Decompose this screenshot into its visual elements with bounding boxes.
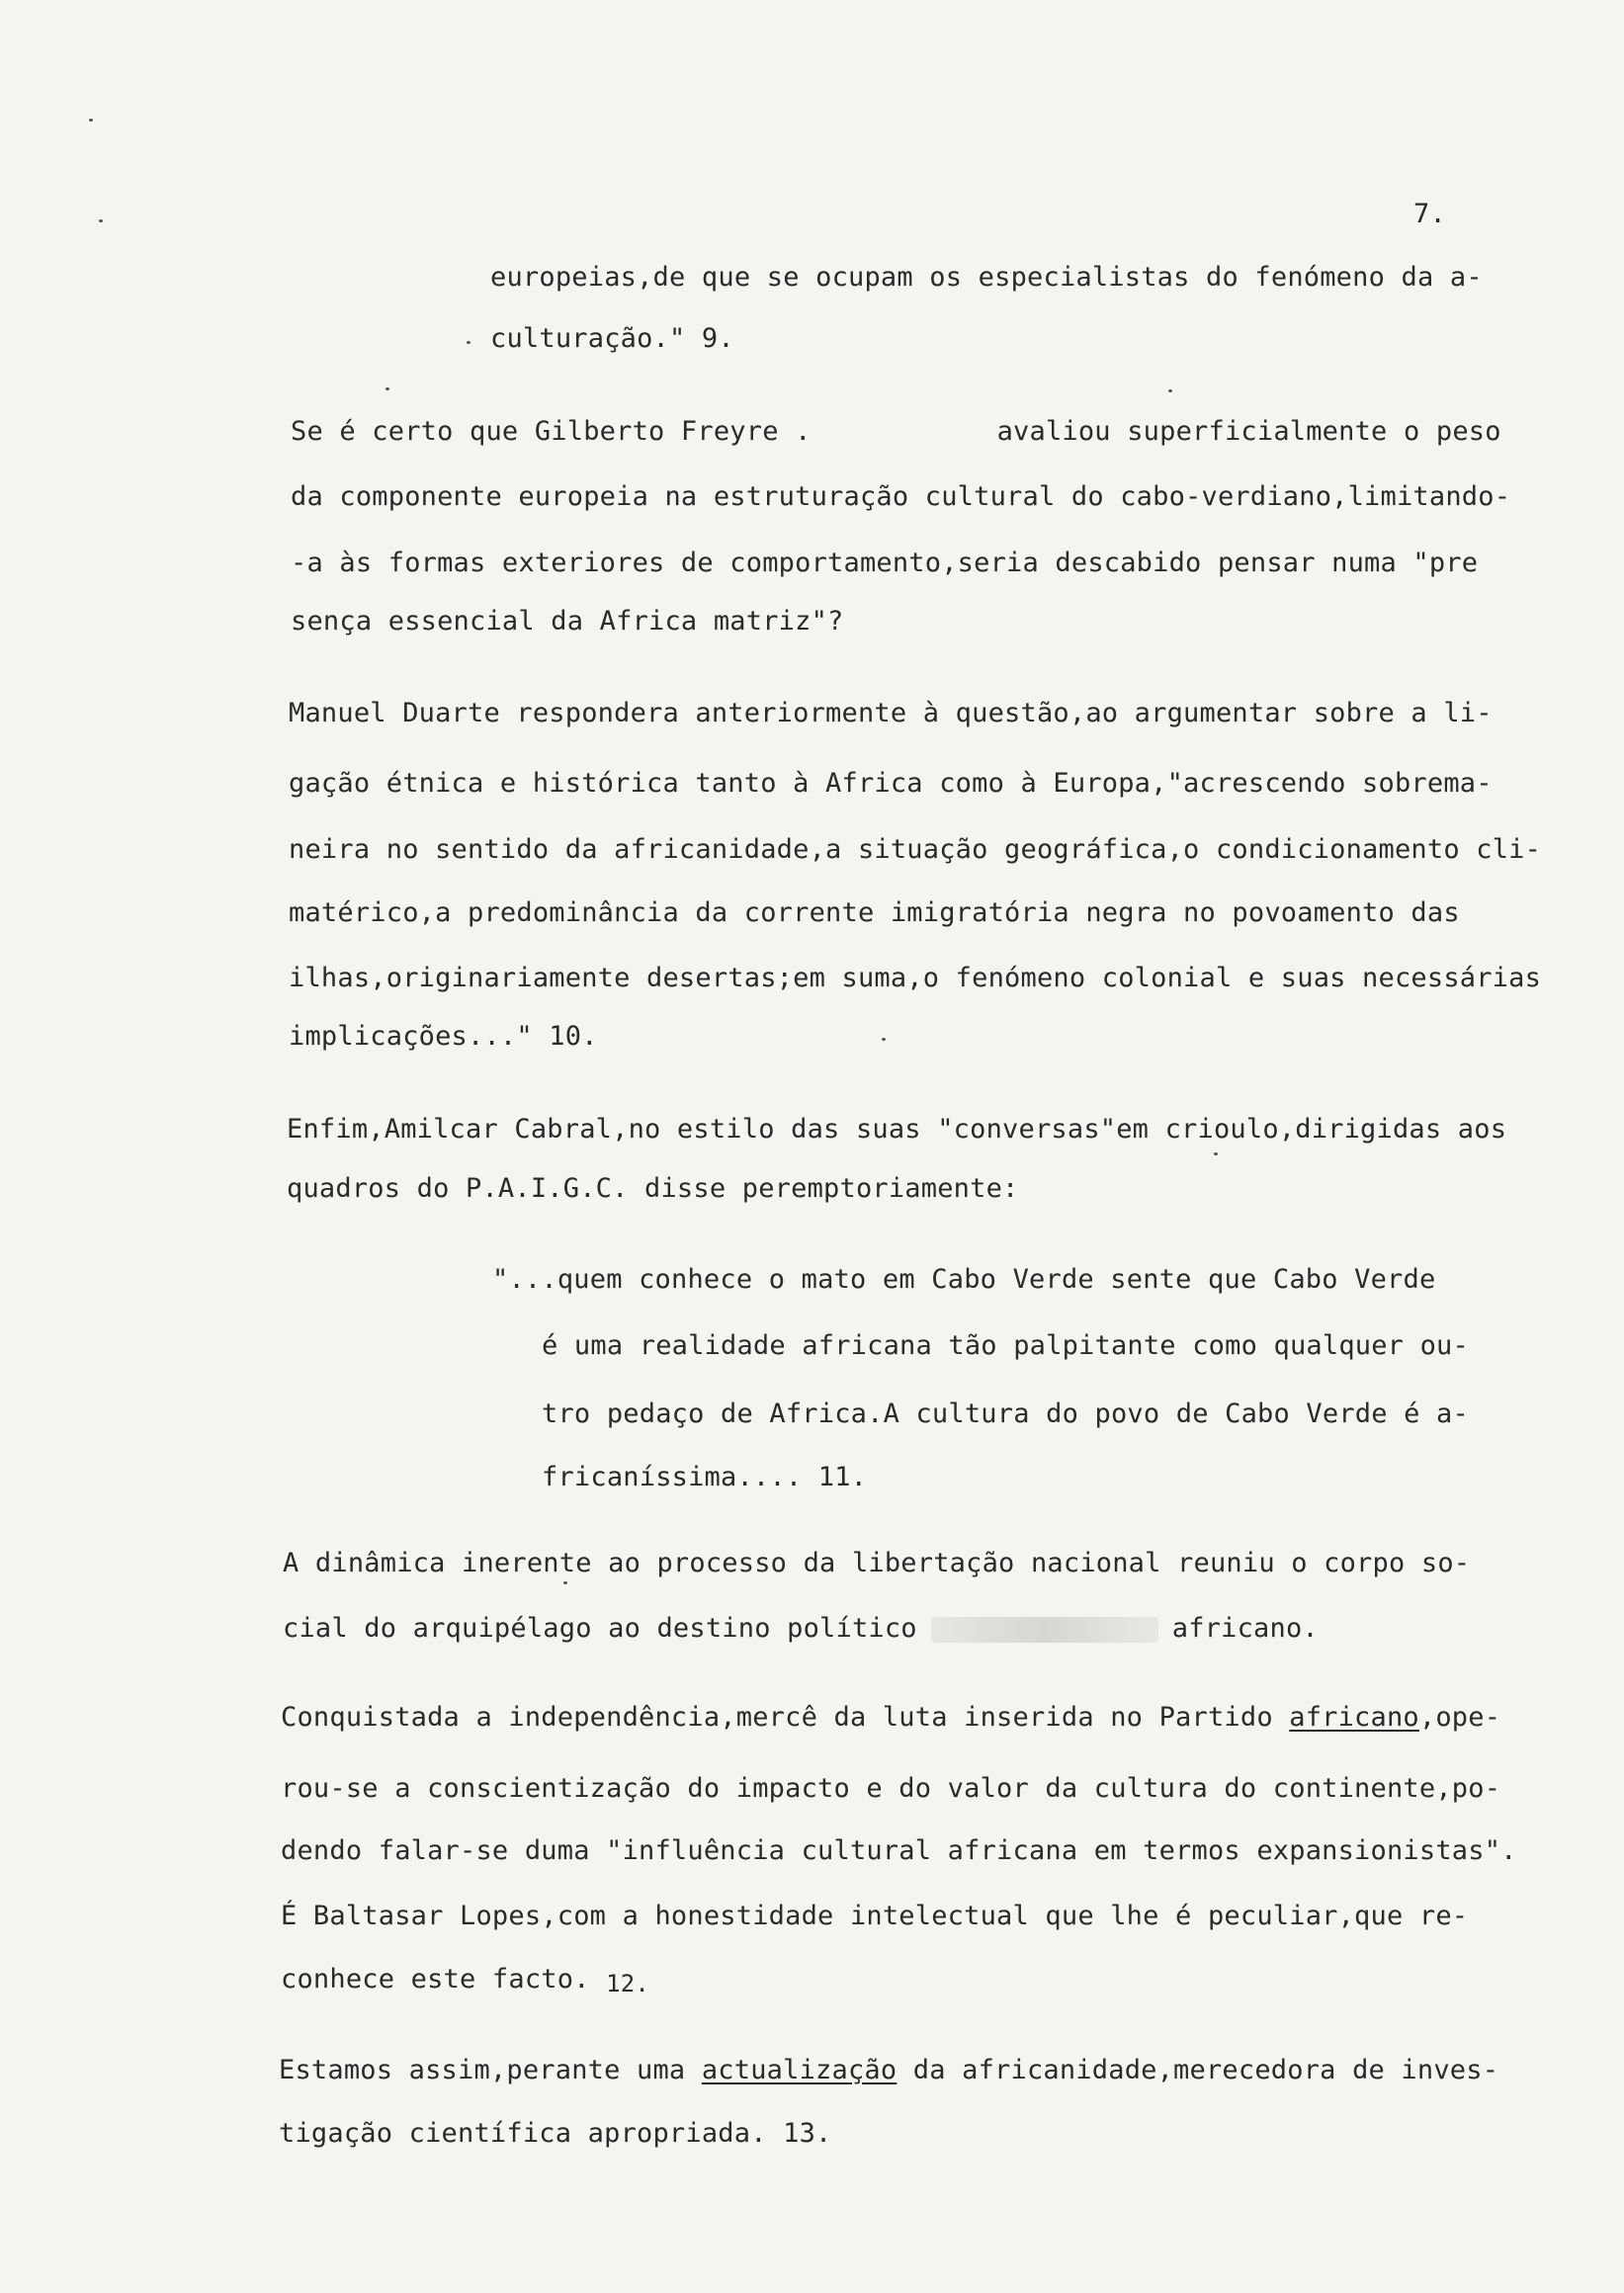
text-fragment: conhece este facto. [281, 1964, 590, 1995]
text-line [279, 2054, 1498, 2087]
quote-line: é uma realidade africana tão palpitante como qualquer ou- [542, 1330, 1469, 1361]
text-line: quadros do P.A.I.G.C. disse peremptoriamente: [287, 1173, 1019, 1204]
footnote-number: 12. [606, 1970, 650, 1997]
text-line: implicações..." 10. [289, 1021, 598, 1052]
quote-line: tro pedaço de Africa.A cultura do povo de Cabo Verde é a- [542, 1399, 1469, 1429]
text-line: gação étnica e histórica tanto à Africa como à Europa,"acrescendo sobrema- [289, 768, 1493, 799]
paper-speck [89, 119, 93, 122]
paper-speck [385, 387, 389, 390]
text-line: -a às formas exteriores de comportamento,seria descabido pensar numa "pre [291, 548, 1479, 578]
underlined-word: actualização [701, 2055, 897, 2085]
text-line: A dinâmica inerente ao processo da libertação nacional reuniu o corpo so- [283, 1548, 1471, 1578]
underlined-word: africano [1289, 1702, 1419, 1733]
text-fragment: Conquistada a independência,mercê da luta inserida no Partido [281, 1702, 1290, 1733]
text-line: europeias,de que se ocupam os especialistas do fenómeno da a- [490, 262, 1483, 293]
text-line: matérico,a predominância da corrente imigratória negra no povoamento das [289, 897, 1460, 928]
text-line: culturação." 9. [490, 323, 734, 354]
text-line: dendo falar-se duma "influência cultural africana em termos expansionistas". [281, 1835, 1517, 1866]
text-line [281, 1963, 649, 2000]
erased-area [931, 1617, 1158, 1643]
text-line: Enfim,Amilcar Cabral,no estilo das suas "conversas"em crioulo,dirigidas aos [287, 1114, 1507, 1145]
text-line [281, 1701, 1500, 1735]
erased-area [825, 420, 983, 446]
paper-speck [99, 219, 103, 222]
text-fragment: Estamos assim,perante uma [279, 2055, 702, 2085]
paper-speck [1168, 389, 1172, 392]
text-fragment: africano. [1171, 1613, 1319, 1644]
text-fragment: avaliou superficialmente o peso [996, 416, 1501, 447]
text-line [283, 1612, 1319, 1646]
text-line: tigação científica apropriada. 13. [279, 2118, 832, 2149]
text-line: rou-se a conscientização do impacto e do valor da cultura do continente,po- [281, 1773, 1501, 1804]
page-number: 7. [1413, 199, 1446, 229]
quote-line: "...quem conhece o mato em Cabo Verde sente que Cabo Verde [492, 1264, 1436, 1295]
text-line: Manuel Duarte respondera anteriormente à questão,ao argumentar sobre a li- [289, 698, 1493, 728]
text-fragment: Se é certo que Gilberto Freyre . [291, 416, 812, 447]
text-fragment: ,ope- [1418, 1702, 1501, 1733]
paper-speck [563, 1581, 567, 1584]
text-line: ilhas,originariamente desertas;em suma,o fenómeno colonial e suas necessárias [289, 963, 1542, 993]
text-line: da componente europeia na estruturação cultural do cabo-verdiano,limitando- [291, 481, 1511, 512]
text-line: neira no sentido da africanidade,a situação geográfica,o condicionamento cli- [289, 834, 1542, 865]
text-line: sença essencial da Africa matriz"? [291, 606, 844, 637]
quote-line: fricaníssima.... 11. [542, 1462, 868, 1492]
text-line: É Baltasar Lopes,com a honestidade intelectual que lhe é peculiar,que re- [281, 1901, 1469, 1931]
paper-speck [882, 1038, 886, 1041]
paper-speck [467, 341, 470, 344]
text-line [291, 415, 1501, 449]
text-fragment: cial do arquipélago ao destino político [283, 1613, 917, 1644]
paper-speck [1214, 1152, 1218, 1155]
text-fragment: da africanidade,merecedora de inves- [897, 2055, 1499, 2085]
